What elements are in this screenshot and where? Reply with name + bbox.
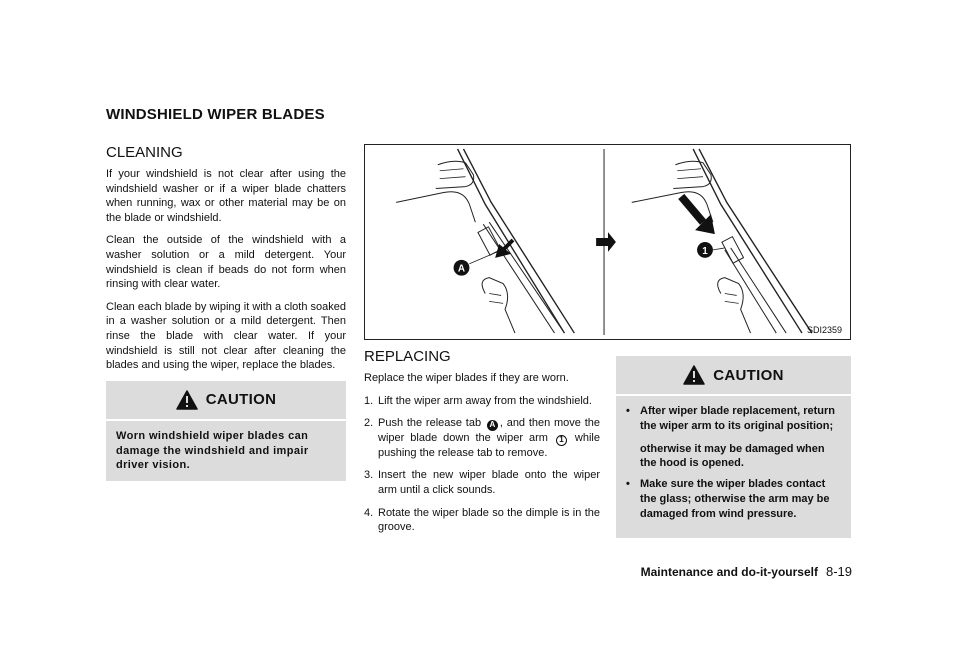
- wiper-blade-illustration: [364, 144, 851, 340]
- step-2: [364, 416, 600, 460]
- replacing-heading: REPLACING: [364, 348, 451, 365]
- caution-item-text: Make sure the wiper blades contact the glass; otherwise the arm may be damaged from wind pressure.: [640, 478, 830, 520]
- ref-a-badge: A: [487, 420, 498, 431]
- caution-box-cleaning: [106, 381, 346, 481]
- callout-1: 1: [702, 245, 708, 257]
- warning-triangle-icon: [176, 390, 198, 410]
- step-number: 2.: [364, 417, 374, 430]
- cleaning-paragraph-2: Clean the outside of the windshield with a washer solution or a mild detergent. Your windshield is clean if beads do not form when rinsing with clear water.: [106, 234, 346, 291]
- bullet: •: [626, 405, 630, 417]
- caution-label: CAUTION: [713, 366, 784, 384]
- caution-box-replacing: [616, 356, 851, 538]
- replacing-intro: Replace the wiper blades if they are worn.: [364, 372, 569, 384]
- caution-item-text: [640, 404, 841, 471]
- replacing-column: [364, 348, 600, 543]
- ref-1-badge: 1: [556, 435, 567, 446]
- step-text-part: , and then move the wiper blade down the wiper arm: [378, 417, 600, 444]
- caution-text: Worn windshield wiper blades can damage the windshield and impair driver vision.: [116, 429, 309, 472]
- step-4: [364, 506, 600, 535]
- step-number: 3.: [364, 469, 374, 482]
- step-text: Rotate the wiper blade so the dimple is in the groove.: [378, 506, 600, 534]
- cleaning-paragraph-1: If your windshield is not clear after using the windshield washer or if a wiper blade chatters when running, wax or other material may be on the blade or windshield.: [106, 168, 346, 224]
- step-text-part: Push the release tab: [378, 417, 482, 430]
- page-footer: [641, 564, 852, 579]
- caution-item-1: [626, 404, 841, 471]
- step-text: Lift the wiper arm away from the windshield.: [378, 394, 592, 407]
- caution-item-text-part: After wiper blade replacement, return the wiper arm to its original position;: [640, 405, 835, 432]
- section-title: WINDSHIELD WIPER BLADES: [106, 106, 325, 123]
- step-text-part: while pushing the release tab to remove.: [378, 431, 600, 459]
- cleaning-heading: CLEANING: [106, 144, 183, 161]
- step-3: [364, 468, 600, 497]
- step-number: 4.: [364, 506, 374, 519]
- page-number: 8-19: [825, 564, 852, 579]
- replacing-steps: [364, 394, 600, 535]
- cleaning-column: [106, 144, 346, 481]
- caution-header: [616, 356, 851, 396]
- figure-code: SDI2359: [806, 325, 842, 335]
- footer-section-name: Maintenance and do-it-yourself: [640, 565, 818, 579]
- warning-triangle-icon: [683, 365, 705, 385]
- caution-list: [616, 396, 851, 538]
- caution-label: CAUTION: [205, 391, 277, 409]
- step-1: [364, 394, 600, 409]
- caution-header: [106, 381, 346, 421]
- bullet: •: [626, 478, 630, 491]
- step-text: [378, 416, 600, 460]
- cleaning-paragraph-3: Clean each blade by wiping it with a cloth soaked in a washer solution or a mild detergent. Then rinse the blade with clear water. If your windshield is still not clear after cleaning the blades and using the wiper, replace the blades.: [106, 300, 346, 372]
- callout-a: A: [457, 263, 466, 275]
- caution-item-text-part: otherwise it may be damaged when the hood is opened.: [640, 442, 825, 470]
- wiper-diagram: [365, 145, 850, 339]
- caution-column: [616, 350, 851, 538]
- step-text: Insert the new wiper blade onto the wiper arm until a click sounds.: [378, 469, 600, 496]
- caution-item-2: [626, 477, 841, 521]
- step-number: 1.: [364, 394, 374, 407]
